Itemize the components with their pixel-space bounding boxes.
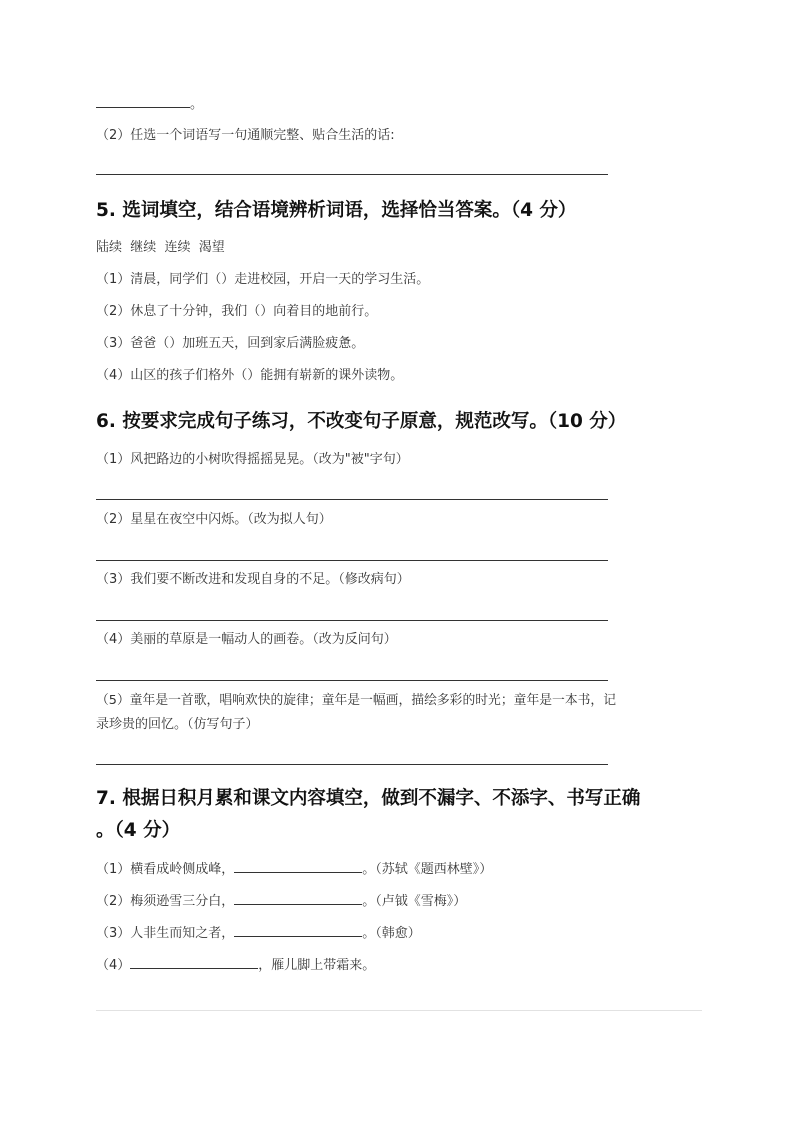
answer-line[interactable] [96,764,608,765]
item-prefix: （3）人非生而知之者， [96,926,235,941]
answer-blank[interactable] [234,892,362,905]
answer-blank[interactable] [96,95,190,108]
tail-punct: 。 [190,97,204,112]
section-6-item-5-line-2: 录珍贵的回忆。（仿写句子） [96,717,259,732]
section-5-item-3: （3）爸爸（）加班五天，回到家后满脸疲惫。 [96,336,365,351]
top-answer-line-row [96,95,203,114]
item-suffix: 。（韩愈） [362,926,421,941]
answer-line[interactable] [96,499,608,500]
section-5-item-2: （2）休息了十分钟，我们（）向着目的地前行。 [96,304,378,319]
section-5-heading: 5. 选词填空，结合语境辨析词语，选择恰当答案。（4 分） [96,200,577,221]
answer-blank[interactable] [130,956,258,969]
page-divider [96,1010,702,1011]
section-5-item-1: （1）清晨，同学们（）走进校园，开启一天的学习生活。 [96,272,430,287]
section-5-item-4: （4）山区的孩子们格外（）能拥有崭新的课外读物。 [96,368,404,383]
question-4-2-label: （2）任选一个词语写一句通顺完整、贴合生活的话: [96,128,395,143]
section-7-heading-line-2: 。（4 分） [96,820,181,841]
section-6-item-3: （3）我们要不断改进和发现自身的不足。（修改病句） [96,572,410,587]
section-7-heading-line-1: 7. 根据日积月累和课文内容填空，做到不漏字、不添字、书写正确 [96,788,641,809]
item-prefix: （2）梅须逊雪三分白， [96,894,235,909]
section-7-item-4 [96,956,375,975]
item-prefix: （1）横看成岭侧成峰， [96,862,235,877]
section-7-item-2 [96,892,466,911]
answer-blank[interactable] [234,860,362,873]
section-7-item-1 [96,860,492,879]
section-6-heading: 6. 按要求完成句子练习，不改变句子原意，规范改写。（10 分） [96,411,627,432]
item-suffix: 。（卢钺《雪梅》） [362,894,467,909]
section-6-item-2: （2）星星在夜空中闪烁。（改为拟人句） [96,512,332,527]
section-6-item-4: （4）美丽的草原是一幅动人的画卷。（改为反问句） [96,632,397,647]
item-prefix: （4） [96,958,131,973]
item-suffix: 。（苏轼《题西林壁》） [362,862,493,877]
answer-line[interactable] [96,680,608,681]
answer-line[interactable] [96,620,608,621]
answer-line[interactable] [96,174,608,175]
section-6-item-1: （1）风把路边的小树吹得摇摇晃晃。（改为"被"字句） [96,452,409,467]
answer-line[interactable] [96,560,608,561]
word-bank: 陆续 继续 连续 渴望 [96,240,225,255]
section-6-item-5-line-1: （5）童年是一首歌，唱响欢快的旋律；童年是一幅画，描绘多彩的时光；童年是一本书，记 [96,693,617,708]
section-7-item-3 [96,924,421,943]
item-suffix: ，雁儿脚上带霜来。 [258,958,376,973]
answer-blank[interactable] [234,924,362,937]
